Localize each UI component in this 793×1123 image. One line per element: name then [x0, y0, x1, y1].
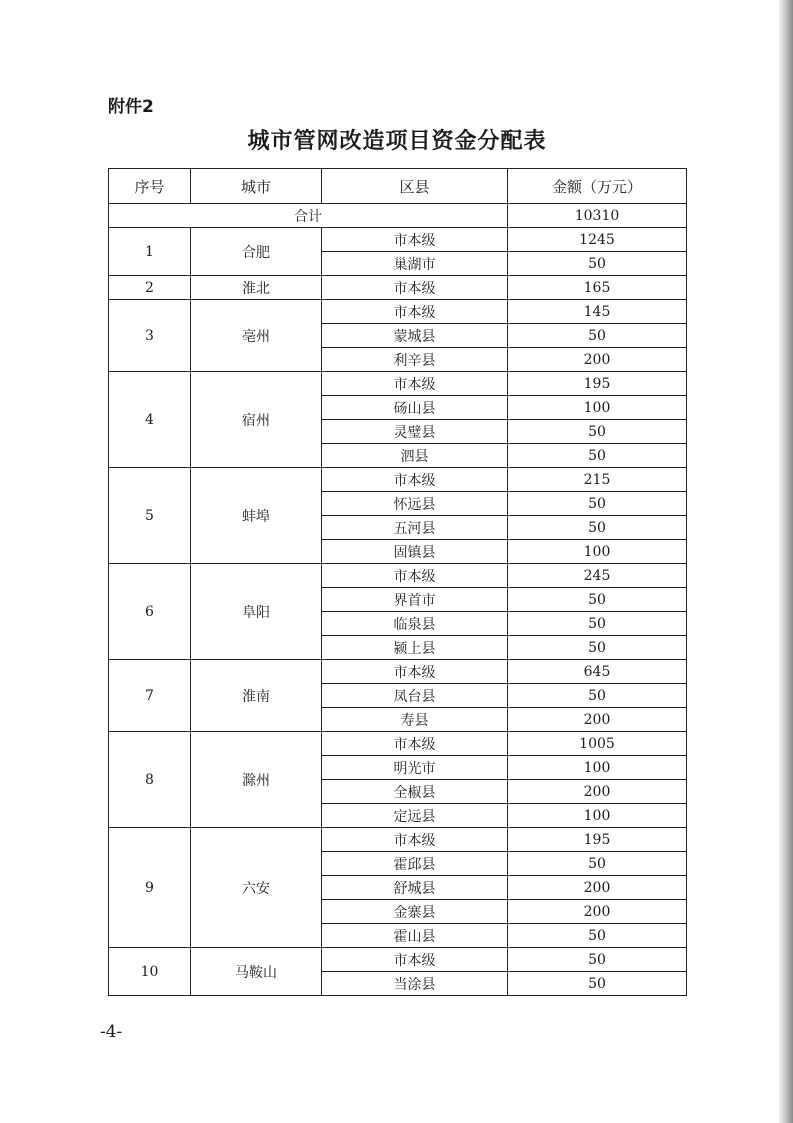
- city-cell: 蚌埠: [191, 468, 322, 564]
- amount-cell: 1245: [508, 228, 687, 252]
- table-row: [109, 732, 687, 756]
- district-cell: 市本级: [322, 228, 508, 252]
- district-cell: 固镇县: [322, 540, 508, 564]
- allocation-table: [108, 168, 687, 996]
- row-index: 10: [109, 948, 191, 996]
- city-cell: 宿州: [191, 372, 322, 468]
- row-index: 4: [109, 372, 191, 468]
- district-cell: 寿县: [322, 708, 508, 732]
- district-cell: 怀远县: [322, 492, 508, 516]
- table-row: [109, 564, 687, 588]
- amount-cell: 200: [508, 780, 687, 804]
- amount-cell: 50: [508, 852, 687, 876]
- district-cell: 当涂县: [322, 972, 508, 996]
- amount-cell: 50: [508, 924, 687, 948]
- amount-cell: 200: [508, 900, 687, 924]
- table-row: [109, 300, 687, 324]
- row-index: 5: [109, 468, 191, 564]
- amount-cell: 50: [508, 684, 687, 708]
- district-cell: 市本级: [322, 732, 508, 756]
- amount-cell: 215: [508, 468, 687, 492]
- table-body: [109, 204, 687, 996]
- amount-cell: 50: [508, 324, 687, 348]
- total-row: [109, 204, 687, 228]
- table-row: [109, 276, 687, 300]
- row-index: 6: [109, 564, 191, 660]
- district-cell: 蒙城县: [322, 324, 508, 348]
- district-cell: 市本级: [322, 948, 508, 972]
- amount-cell: 100: [508, 396, 687, 420]
- district-cell: 金寨县: [322, 900, 508, 924]
- district-cell: 霍邱县: [322, 852, 508, 876]
- amount-cell: 165: [508, 276, 687, 300]
- district-cell: 临泉县: [322, 612, 508, 636]
- city-cell: 六安: [191, 828, 322, 948]
- row-index: 1: [109, 228, 191, 276]
- amount-cell: 1005: [508, 732, 687, 756]
- header-city: 城市: [191, 169, 322, 204]
- amount-cell: 100: [508, 804, 687, 828]
- amount-cell: 195: [508, 828, 687, 852]
- amount-cell: 50: [508, 252, 687, 276]
- district-cell: 凤台县: [322, 684, 508, 708]
- amount-cell: 195: [508, 372, 687, 396]
- table-row: [109, 828, 687, 852]
- district-cell: 市本级: [322, 564, 508, 588]
- amount-cell: 245: [508, 564, 687, 588]
- amount-cell: 145: [508, 300, 687, 324]
- district-cell: 砀山县: [322, 396, 508, 420]
- district-cell: 五河县: [322, 516, 508, 540]
- amount-cell: 645: [508, 660, 687, 684]
- district-cell: 利辛县: [322, 348, 508, 372]
- district-cell: 全椒县: [322, 780, 508, 804]
- page-edge-shadow: [779, 0, 793, 1123]
- city-cell: 亳州: [191, 300, 322, 372]
- district-cell: 泗县: [322, 444, 508, 468]
- amount-cell: 50: [508, 516, 687, 540]
- table-header-row: [109, 169, 687, 204]
- table-row: [109, 948, 687, 972]
- district-cell: 霍山县: [322, 924, 508, 948]
- district-cell: 明光市: [322, 756, 508, 780]
- district-cell: 颍上县: [322, 636, 508, 660]
- district-cell: 定远县: [322, 804, 508, 828]
- district-cell: 市本级: [322, 468, 508, 492]
- header-index: 序号: [109, 169, 191, 204]
- district-cell: 市本级: [322, 372, 508, 396]
- total-label: 合计: [109, 204, 508, 228]
- district-cell: 市本级: [322, 660, 508, 684]
- district-cell: 灵璧县: [322, 420, 508, 444]
- district-cell: 市本级: [322, 300, 508, 324]
- city-cell: 阜阳: [191, 564, 322, 660]
- page-title: 城市管网改造项目资金分配表: [247, 129, 547, 154]
- amount-cell: 200: [508, 348, 687, 372]
- header-district: 区县: [322, 169, 508, 204]
- header-amount: 金额（万元）: [508, 169, 687, 204]
- row-index: 8: [109, 732, 191, 828]
- district-cell: 舒城县: [322, 876, 508, 900]
- amount-cell: 100: [508, 540, 687, 564]
- attachment-label: 附件2: [108, 97, 154, 117]
- table-row: [109, 372, 687, 396]
- total-amount: 10310: [508, 204, 687, 228]
- amount-cell: 200: [508, 708, 687, 732]
- row-index: 3: [109, 300, 191, 372]
- city-cell: 淮南: [191, 660, 322, 732]
- district-cell: 市本级: [322, 276, 508, 300]
- city-cell: 合肥: [191, 228, 322, 276]
- row-index: 2: [109, 276, 191, 300]
- city-cell: 滁州: [191, 732, 322, 828]
- amount-cell: 50: [508, 492, 687, 516]
- table-row: [109, 468, 687, 492]
- row-index: 7: [109, 660, 191, 732]
- amount-cell: 50: [508, 636, 687, 660]
- city-cell: 淮北: [191, 276, 322, 300]
- page-number: -4-: [100, 1022, 123, 1042]
- city-cell: 马鞍山: [191, 948, 322, 996]
- amount-cell: 50: [508, 972, 687, 996]
- district-cell: 巢湖市: [322, 252, 508, 276]
- table-row: [109, 228, 687, 252]
- amount-cell: 50: [508, 612, 687, 636]
- amount-cell: 50: [508, 588, 687, 612]
- district-cell: 界首市: [322, 588, 508, 612]
- row-index: 9: [109, 828, 191, 948]
- amount-cell: 200: [508, 876, 687, 900]
- amount-cell: 100: [508, 756, 687, 780]
- district-cell: 市本级: [322, 828, 508, 852]
- amount-cell: 50: [508, 948, 687, 972]
- table-row: [109, 660, 687, 684]
- amount-cell: 50: [508, 444, 687, 468]
- amount-cell: 50: [508, 420, 687, 444]
